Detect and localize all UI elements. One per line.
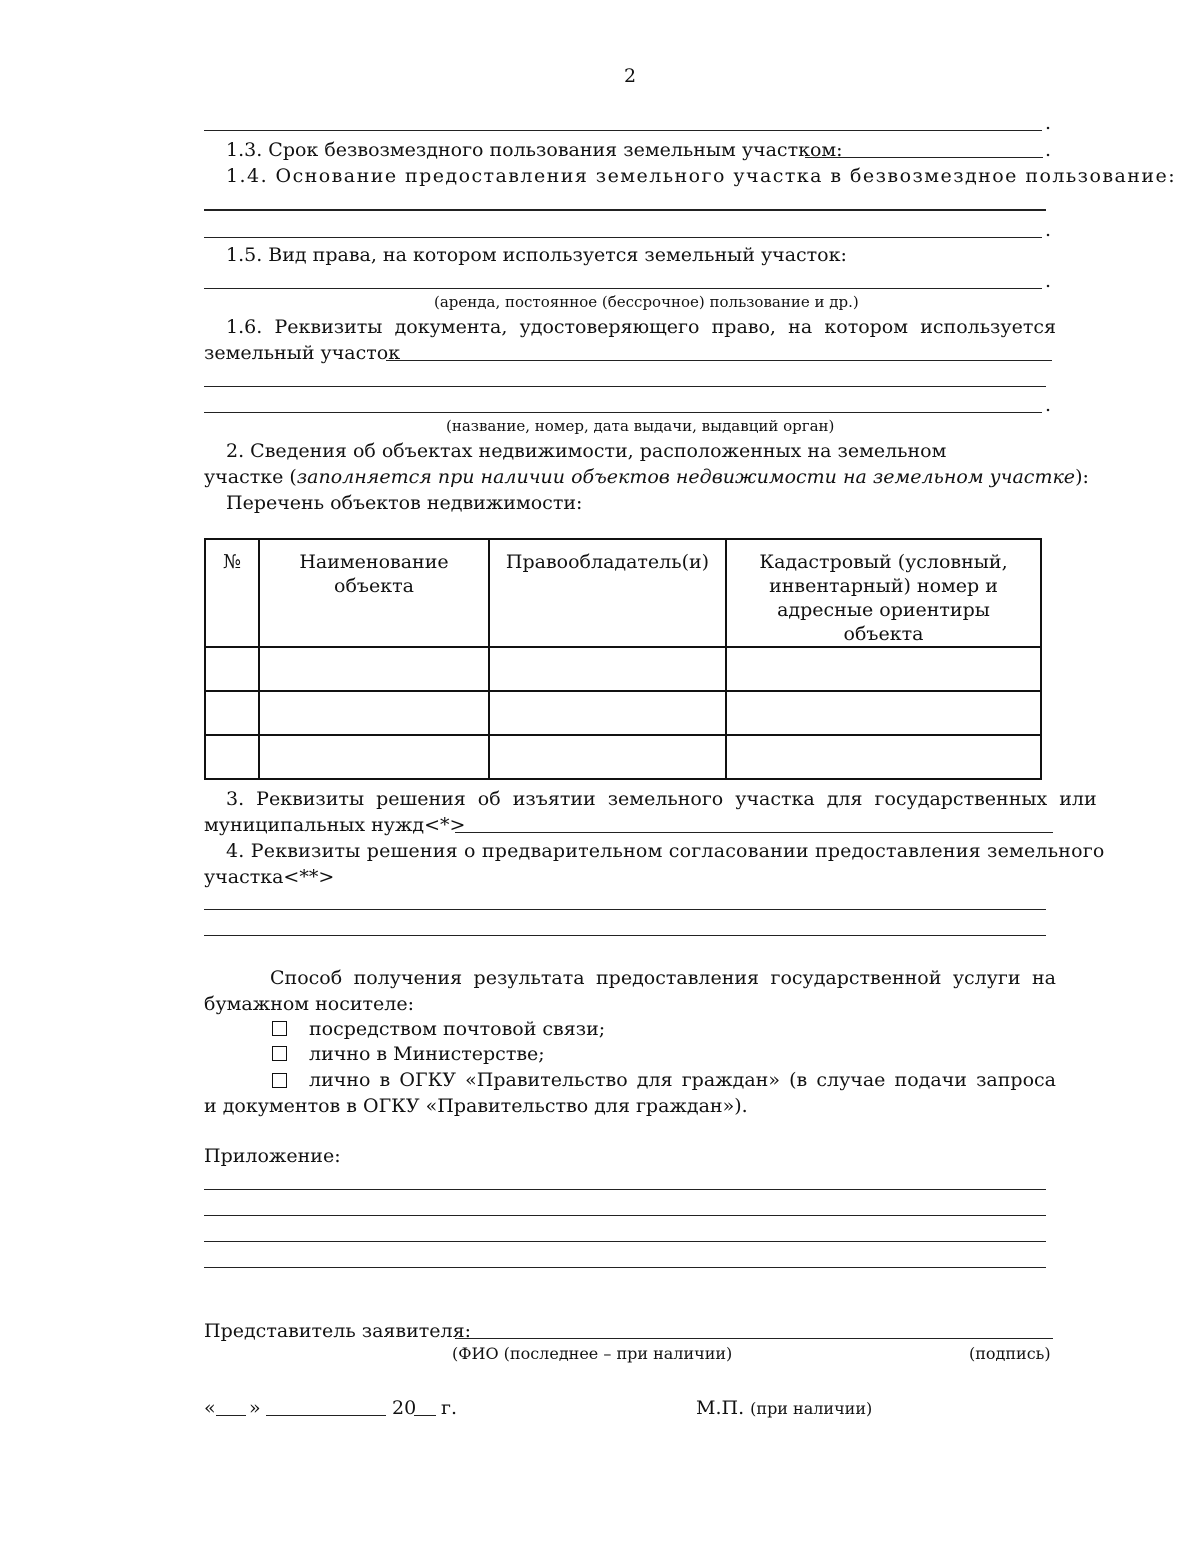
section-3-field[interactable] (455, 832, 1053, 833)
option-post[interactable] (272, 1017, 605, 1041)
table-cell[interactable] (726, 691, 1041, 735)
section-1-6-field-line-3[interactable] (204, 412, 1042, 413)
section-1-3-label: 1.3. Срок безвозмездного пользования земельным участком: (226, 139, 843, 161)
date-month-field[interactable] (266, 1415, 386, 1416)
property-table (204, 538, 1042, 780)
section-1-5-field[interactable] (204, 288, 1042, 289)
col-header-owner: Правообладатель(и) (489, 539, 726, 647)
checkbox-icon[interactable] (272, 1046, 287, 1061)
section-1-6-field-line-2[interactable] (204, 386, 1046, 387)
period-mark: . (1045, 112, 1052, 134)
col-header-cadastral: Кадастровый (условный, инвентарный) номер и адресные ориентиры объекта (726, 539, 1041, 647)
section-1-5-hint: (аренда, постоянное (бессрочное) пользование и др.) (434, 293, 859, 311)
col-header-number: № (205, 539, 259, 647)
section-4-label-cont: участка<**> (204, 866, 335, 888)
section-1-6-word: удостоверяющего (519, 316, 700, 338)
option-ogku-label: лично в ОГКУ «Правительство для граждан» (в случае подачи запроса (309, 1069, 1056, 1091)
fio-hint: (ФИО (последнее – при наличии) (452, 1344, 733, 1363)
section-2-note: участке (заполняется при наличии объектов недвижимости на земельном участке): (204, 466, 1089, 488)
date-year-field[interactable] (414, 1415, 436, 1416)
option-ogku-label-cont: и документов в ОГКУ «Правительство для граждан»). (204, 1095, 748, 1117)
table-cell[interactable] (205, 735, 259, 779)
section-4-field-line-1[interactable] (204, 909, 1046, 910)
stamp-label (696, 1396, 872, 1421)
section-1-4-field-line-1[interactable] (204, 209, 1046, 211)
table-cell[interactable] (726, 735, 1041, 779)
table-cell[interactable] (489, 735, 726, 779)
date-year-prefix: 20 (392, 1397, 417, 1419)
table-cell[interactable] (489, 691, 726, 735)
table-cell[interactable] (259, 735, 489, 779)
period-mark: . (1045, 270, 1052, 292)
attachment-line-1[interactable] (204, 1189, 1046, 1190)
option-ministry-label: лично в Министерстве; (309, 1043, 545, 1065)
section-1-4-text: 1.4. Основание предоставления земельного участка в безвозмездное пользование: (226, 165, 1177, 187)
period-mark: . (1045, 219, 1052, 241)
option-ministry[interactable] (272, 1042, 545, 1066)
table-cell[interactable] (259, 691, 489, 735)
option-ogku[interactable] (272, 1068, 1056, 1092)
section-1-6-label (226, 315, 1056, 339)
representative-label: Представитель заявителя: (204, 1320, 471, 1342)
table-cell[interactable] (489, 647, 726, 691)
section-1-4-label (226, 164, 1177, 188)
option-post-label: посредством почтовой связи; (309, 1018, 606, 1040)
period-mark: . (1045, 139, 1052, 161)
checkbox-icon[interactable] (272, 1021, 287, 1036)
date-open-quote: « (204, 1397, 216, 1419)
stamp-abbr: М.П. (696, 1397, 745, 1419)
date-year-suffix: г. (441, 1397, 457, 1419)
section-1-6-word: на (788, 316, 813, 338)
section-4-field-line-2[interactable] (204, 935, 1046, 936)
table-row (205, 647, 1041, 691)
date-close-quote: » (249, 1397, 261, 1419)
table-cell[interactable] (205, 647, 259, 691)
section-1-6-word: 1.6. (226, 316, 263, 338)
section-1-5-label: 1.5. Вид права, на котором используется земельный участок: (226, 244, 847, 266)
period-mark: . (1045, 394, 1052, 416)
date-day-field[interactable] (216, 1415, 246, 1416)
representative-field[interactable] (455, 1338, 1053, 1339)
attachment-line-2[interactable] (204, 1215, 1046, 1216)
section-1-6-field-line-1[interactable] (386, 360, 1052, 361)
delivery-method-title: Способ получения результата предоставления государственной услуги на (270, 967, 1056, 989)
table-cell[interactable] (205, 691, 259, 735)
section-1-6-word: документа, (394, 316, 508, 338)
checkbox-icon[interactable] (272, 1073, 287, 1088)
section-3-label (226, 787, 1097, 811)
section-1-6-word: право, (711, 316, 776, 338)
section-3-label-cont: муниципальных нужд<*> (204, 814, 466, 836)
attachment-line-3[interactable] (204, 1241, 1046, 1242)
continuation-line[interactable] (204, 130, 1042, 131)
stamp-note: (при наличии) (750, 1399, 873, 1418)
table-cell[interactable] (259, 647, 489, 691)
section-1-6-label-cont: земельный участок (204, 342, 401, 364)
section-2-title: 2. Сведения об объектах недвижимости, расположенных на земельном (226, 440, 947, 462)
attachment-line-4[interactable] (204, 1267, 1046, 1268)
property-list-title: Перечень объектов недвижимости: (226, 492, 583, 514)
page-number: 2 (623, 65, 637, 87)
table-row (205, 735, 1041, 779)
table-cell[interactable] (726, 647, 1041, 691)
section-1-4-field-line-2[interactable] (204, 237, 1042, 238)
section-1-6-hint: (название, номер, дата выдачи, выдавций орган) (446, 417, 835, 435)
delivery-method-title-cont: бумажном носителе: (204, 993, 415, 1015)
col-header-name: Наименование объекта (259, 539, 489, 647)
attachment-label: Приложение: (204, 1145, 341, 1167)
table-header-row (205, 539, 1041, 647)
table-row (205, 691, 1041, 735)
section-1-6-word: используется (920, 316, 1056, 338)
section-4-label: 4. Реквизиты решения о предварительном согласовании предоставления земельного (226, 840, 1105, 862)
signature-hint: (подпись) (969, 1344, 1051, 1363)
section-1-6-word: Реквизиты (274, 316, 383, 338)
section-1-6-word: котором (824, 316, 909, 338)
section-3-text: 3. Реквизиты решения об изъятии земельного участка для государственных или (226, 788, 1097, 810)
section-1-3-field[interactable] (805, 157, 1043, 158)
